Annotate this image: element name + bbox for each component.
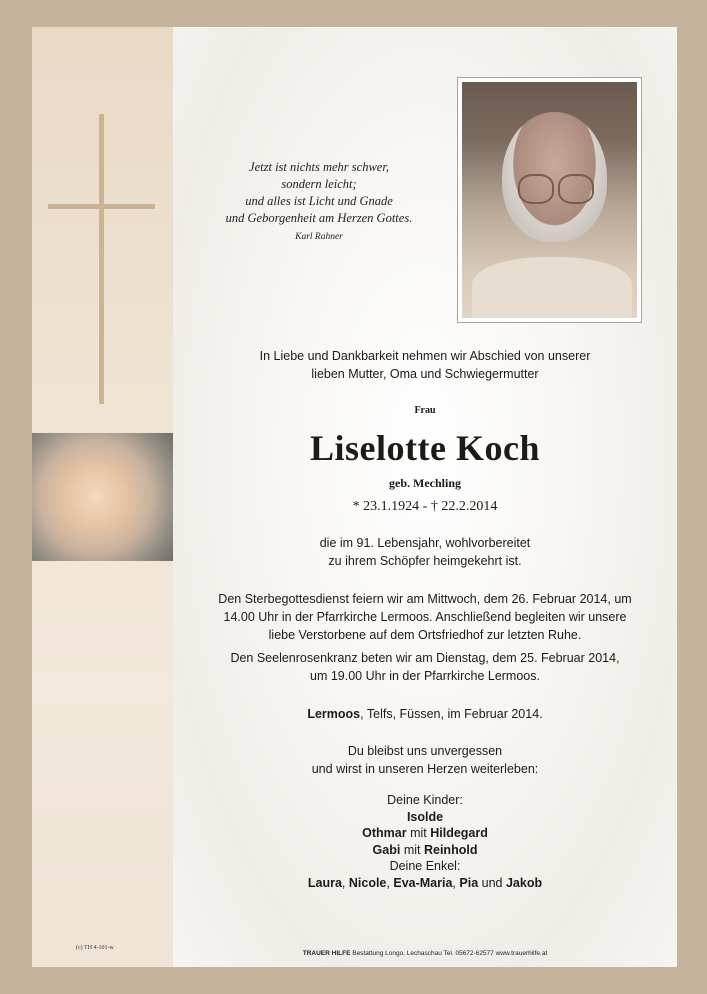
child-name: Isolde	[406, 809, 444, 824]
grandchild-name: Pia	[459, 875, 479, 890]
footer-text: Bestattung Longo, Lechaschau Tel. 05672-62577 www.trauerhilfe.at	[350, 950, 548, 957]
child-entry	[173, 842, 677, 859]
connector-text: mit	[410, 826, 427, 840]
intro-line: lieben Mutter, Oma und Schwiegermutter	[311, 367, 539, 381]
life-dates: * 23.1.1924 - † 22.2.2014	[352, 499, 498, 514]
rosary-line: Den Seelenrosenkranz beten wir am Dienstag, dem 25. Februar 2014,	[230, 651, 620, 665]
grandchild-name: Jakob	[505, 875, 543, 890]
child-name: Gabi	[372, 842, 401, 857]
separator: ,	[386, 875, 390, 890]
portrait-photo	[457, 77, 642, 323]
rose-image	[32, 433, 173, 561]
farewell-text	[173, 742, 677, 778]
poem-line: und Geborgenheit am Herzen Gottes.	[225, 211, 413, 225]
child-entry	[173, 825, 677, 842]
grandchildren-entry	[173, 875, 677, 892]
grandchild-name: Nicole	[348, 875, 387, 890]
spouse-name: Reinhold	[423, 842, 478, 857]
rosary-line: um 19.00 Uhr in der Pfarrkirche Lermoos.	[310, 669, 540, 683]
farewell-line: und wirst in unseren Herzen weiterleben:	[311, 762, 539, 776]
poem-author: Karl Rahner	[295, 232, 343, 242]
poem	[204, 159, 434, 246]
deceased-name: Liselotte Koch	[310, 428, 540, 468]
poem-line: Jetzt ist nichts mehr schwer,	[249, 160, 389, 174]
portrait-body	[472, 257, 632, 318]
poem-line: und alles ist Licht und Gnade	[245, 194, 393, 208]
portrait-head	[502, 112, 607, 242]
grandchild-name: Laura	[307, 875, 342, 890]
place-name: Lermoos	[307, 707, 361, 721]
cross-icon-horizontal	[48, 204, 155, 209]
family-list	[173, 792, 677, 891]
service-line: liebe Verstorbene auf dem Ortsfriedhof zur letzten Ruhe.	[268, 628, 582, 642]
child-name: Othmar	[362, 826, 407, 840]
age-line: die im 91. Lebensjahr, wohlvorbereitet	[319, 536, 531, 550]
birth-name: geb. Mechling	[389, 476, 461, 490]
glasses-icon	[518, 174, 554, 204]
rosary-text	[173, 649, 677, 685]
glasses-icon	[558, 174, 594, 204]
place-rest: , Telfs, Füssen, im Februar 2014.	[360, 707, 543, 721]
footer	[173, 950, 677, 957]
grandchild-name: Eva-Maria	[393, 875, 453, 890]
age-text	[173, 534, 677, 570]
grandchildren-label: Deine Enkel:	[389, 859, 461, 873]
separator: ,	[341, 875, 346, 890]
title-label: Frau	[414, 405, 436, 416]
template-code: (c) TH 4-101-w	[76, 945, 114, 951]
service-line: Den Sterbegottesdienst feiern wir am Mittwoch, dem 26. Februar 2014, um	[218, 592, 632, 606]
and-text: und	[481, 875, 503, 890]
portrait-image	[462, 82, 637, 318]
service-text	[173, 590, 677, 644]
connector-text: mit	[403, 842, 421, 857]
intro-text	[173, 347, 677, 383]
place-date	[173, 707, 677, 721]
footer-brand: TRAUER HILFE	[302, 950, 351, 957]
service-line: 14.00 Uhr in der Pfarrkirche Lermoos. Anschließend begleiten wir unsere	[223, 610, 627, 624]
side-panel	[32, 27, 173, 967]
children-label: Deine Kinder:	[387, 793, 463, 807]
obituary-sheet	[32, 27, 677, 967]
separator: ,	[452, 875, 456, 890]
poem-line: sondern leicht;	[281, 177, 357, 191]
cross-icon-vertical	[99, 114, 104, 404]
age-line: zu ihrem Schöpfer heimgekehrt ist.	[328, 554, 522, 568]
intro-line: In Liebe und Dankbarkeit nehmen wir Abschied von unserer	[259, 349, 591, 363]
spouse-name: Hildegard	[430, 826, 488, 840]
farewell-line: Du bleibst uns unvergessen	[347, 744, 503, 758]
